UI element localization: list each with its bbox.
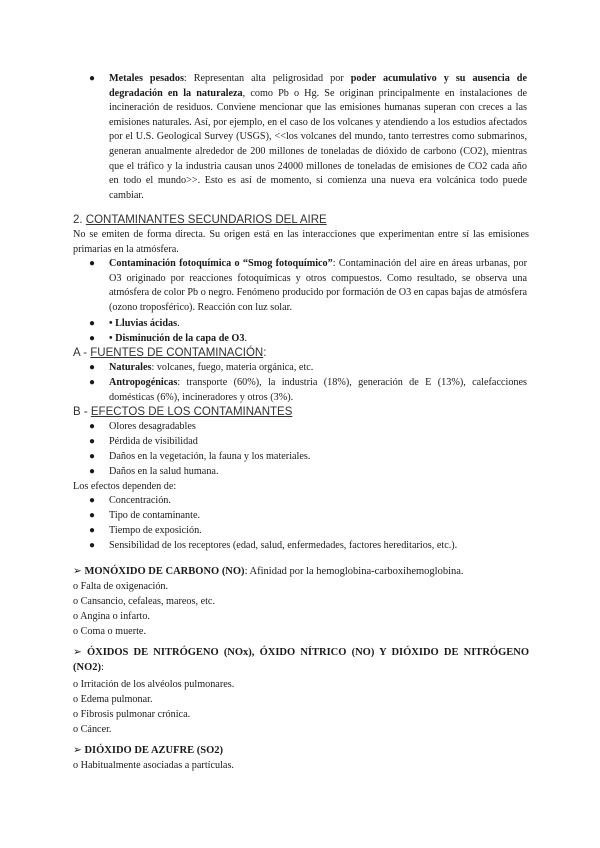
metales-text-2: , como Pb o Hg. Se originan principalmente en instalaciones de incineración de residuos. Conviene mencionar que las emisiones humanas superan con creces a las emisiones naturales. Así, por ejemplo, en el caso de los volcanes y atendiendo a los estudios afectados por el U.S. Geological Survey (USGS), <<los volcanes del mundo, tanto terrestres como submarinos, generan anualmente alrededor de 200 millones de toneladas de dióxido de carbono (CO2), mientras que el tráfico y la industria causan unos 24000 millones de toneladas de emisiones de CO2 cada año en todo el mundo>>. Esto es así de momento, si comienza una nueva era volcánica todo puede cambiar.	[109, 87, 528, 201]
arrow-icon: ➢	[73, 647, 87, 658]
lluvias-end: .	[177, 318, 180, 329]
bullet-dot: ●	[89, 421, 96, 432]
arrow-icon: ➢	[73, 745, 85, 756]
section-b-heading	[73, 405, 533, 420]
effect-item: Pérdida de visibilidad	[109, 436, 198, 447]
section-2-title: CONTAMINANTES SECUNDARIOS DEL AIRE	[85, 214, 327, 226]
depend-item: Sensibilidad de los receptores (edad, salud, enfermedades, factores hereditarios, etc.).	[109, 540, 458, 551]
antropogenicas-label: Antropogénicas	[109, 377, 178, 388]
section-a-heading	[73, 346, 533, 361]
capa-text	[109, 332, 527, 347]
section-2-intro: No se emiten de forma directa. Su origen está en las interacciones que experimentan entre sí las emisiones primarias en la atmósfera.	[73, 229, 529, 255]
antropogenicas-text	[109, 376, 527, 405]
lluvias-label: • Lluvias ácidas	[109, 318, 178, 329]
bullet-dot: ●	[89, 525, 96, 536]
section-2-number: 2.	[73, 214, 86, 226]
bullet-dot: ●	[89, 436, 96, 447]
effect-item: Daños en la salud humana.	[109, 466, 219, 477]
capa-label: • Disminución de la capa de O3	[109, 333, 245, 344]
bullet-dot: ●	[89, 510, 96, 521]
section-2-heading	[73, 213, 533, 228]
bullet-dot: ●	[89, 333, 96, 344]
nox-heading	[73, 645, 529, 675]
effect-item: Olores desagradables	[109, 421, 196, 432]
bullet-dot: ●	[89, 451, 96, 462]
so2-title: DIÓXIDO DE AZUFRE (SO2)	[84, 745, 223, 756]
bullet-dot: ●	[89, 258, 96, 269]
nox-suffix: :	[101, 662, 104, 673]
list-item: o Fibrosis pulmonar crónica.	[73, 709, 191, 720]
co-description: : Afinidad por la hemoglobina-carboxihemoglobina.	[244, 566, 464, 577]
depend-item: Concentración.	[109, 495, 171, 506]
metales-bold-phrase: poder acumulativo y su ausencia de degradación en la naturaleza	[109, 73, 527, 99]
section-b-prefix: B -	[73, 406, 91, 418]
metales-label: Metales pesados	[109, 73, 184, 84]
naturales-text	[109, 361, 527, 376]
list-item: o Cáncer.	[73, 724, 112, 735]
smog-text	[109, 257, 527, 315]
list-item: o Coma o muerte.	[73, 626, 146, 637]
metales-text-1: : Representan alta peligrosidad por	[183, 73, 351, 84]
depend-item: Tipo de contaminante.	[109, 510, 201, 521]
bullet-dot: ●	[89, 495, 96, 506]
co-heading	[73, 564, 533, 579]
smog-description: : Contaminación del aire en áreas urbanas, por O3 originado por reacciones fotoquímicas y otros compuestos. Como resultado, se observa una atmósfera de color Pb o negro. Fenómeno producido por formación de O3 en capas bajas de atmósfera (ozono troposférico). Reacción con luz solar.	[109, 258, 527, 313]
naturales-description: : volcanes, fuego, materia orgánica, etc.	[151, 362, 314, 373]
bullet-dot: ●	[89, 466, 96, 477]
so2-heading	[73, 743, 533, 758]
bullet-dot: ●	[89, 377, 96, 388]
bullet-dot: ●	[89, 318, 96, 329]
lluvias-text	[109, 317, 527, 332]
list-item: o Edema pulmonar.	[73, 694, 153, 705]
bullet-dot: ●	[89, 362, 96, 373]
list-item: o Falta de oxigenación.	[73, 581, 169, 592]
section-a-title: FUENTES DE CONTAMINACIÓN	[90, 347, 264, 359]
effect-item: Daños en la vegetación, la fauna y los materiales.	[109, 451, 311, 462]
list-item: o Habitualmente asociadas a partículas.	[73, 760, 234, 771]
co-title: MONÓXIDO DE CARBONO (NO)	[84, 566, 245, 577]
arrow-icon: ➢	[73, 566, 85, 577]
list-item: o Angina o infarto.	[73, 611, 150, 622]
depend-item: Tiempo de exposición.	[109, 525, 202, 536]
section-b-title: EFECTOS DE LOS CONTAMINANTES	[90, 406, 293, 418]
depend-intro: Los efectos dependen de:	[73, 481, 177, 492]
antropogenicas-description: : transporte (60%), la industria (18%), generación de E (13%), calefacciones domésticas (6%), incineradores y otros (3%).	[109, 377, 527, 403]
section-a-prefix: A -	[73, 347, 91, 359]
list-item: o Cansancio, cefaleas, mareos, etc.	[73, 596, 215, 607]
smog-label: Contaminación fotoquímica o “Smog fotoquímico”	[109, 258, 333, 269]
nox-title: ÓXIDOS DE NITRÓGENO (NOx), ÓXIDO NÍTRICO (NO) Y DIÓXIDO DE NITRÓGENO (NO2)	[73, 647, 529, 673]
bullet-dot: ●	[89, 73, 96, 84]
bullet-dot: ●	[89, 540, 96, 551]
naturales-label: Naturales	[109, 362, 152, 373]
metales-text	[109, 72, 527, 203]
section-a-suffix: :	[263, 347, 267, 359]
list-item: o Irritación de los alvéolos pulmonares.	[73, 679, 235, 690]
capa-end: .	[244, 333, 247, 344]
